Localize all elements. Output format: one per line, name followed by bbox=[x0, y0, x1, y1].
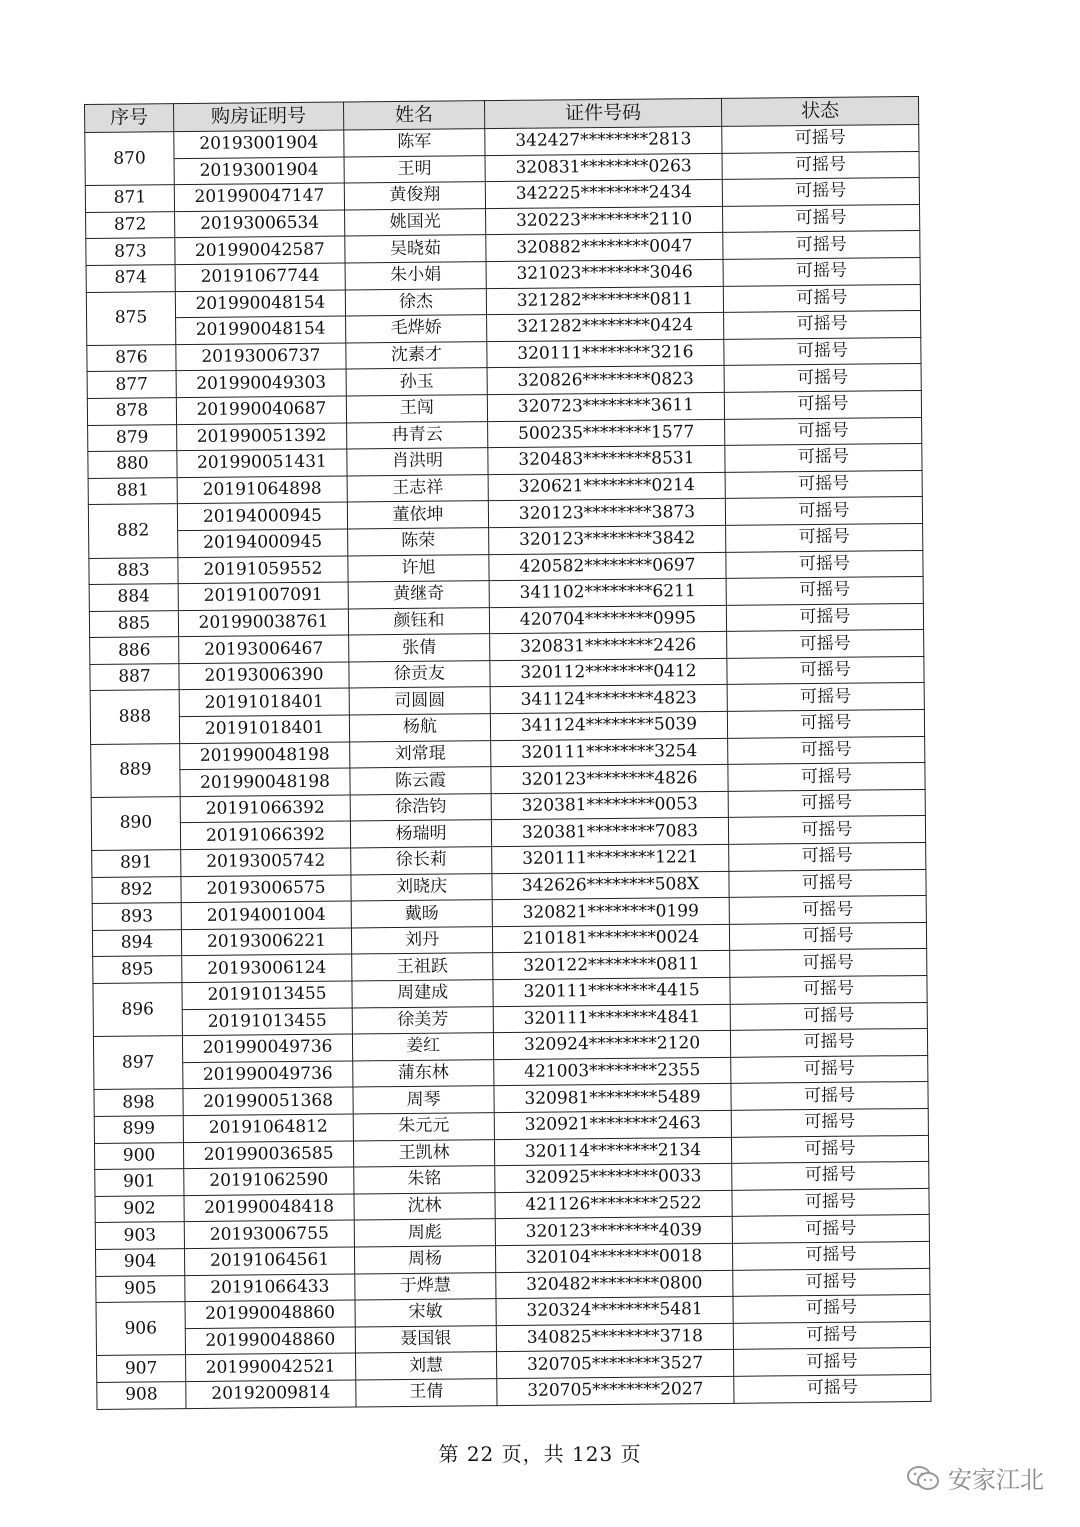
cell-name: 周琴 bbox=[353, 1086, 494, 1114]
cell-cert-no: 201990040687 bbox=[176, 396, 346, 424]
cell-seq: 907 bbox=[97, 1355, 186, 1382]
cell-status: 可摇号 bbox=[733, 1295, 930, 1323]
cell-id-no: 341102********6211 bbox=[489, 578, 726, 607]
cell-name: 王祖跃 bbox=[352, 953, 493, 981]
header-seq: 序号 bbox=[85, 104, 174, 133]
cell-name: 王志祥 bbox=[347, 474, 488, 502]
cell-status: 可摇号 bbox=[728, 789, 925, 817]
cell-seq: 885 bbox=[89, 610, 178, 637]
cell-cert-no: 20191066392 bbox=[180, 821, 350, 849]
cell-id-no: 320123********4039 bbox=[495, 1217, 732, 1246]
cell-status: 可摇号 bbox=[730, 1029, 927, 1057]
cell-status: 可摇号 bbox=[731, 1135, 928, 1163]
cell-id-no: 321282********0811 bbox=[486, 286, 723, 315]
cell-cert-no: 201990047147 bbox=[174, 183, 344, 211]
cell-name: 聂国银 bbox=[355, 1325, 496, 1353]
cell-status: 可摇号 bbox=[731, 1108, 928, 1136]
cell-id-no: 320123********4826 bbox=[491, 765, 728, 794]
cell-seq: 880 bbox=[88, 451, 177, 478]
page-number: 第 22 页，共 123 页 bbox=[438, 1442, 642, 1466]
cell-seq: 894 bbox=[92, 929, 181, 956]
cell-name: 毛烨娇 bbox=[346, 315, 487, 343]
cell-cert-no: 20191066433 bbox=[185, 1273, 355, 1301]
cell-seq: 893 bbox=[92, 903, 181, 930]
cell-id-no: 320223********2110 bbox=[486, 206, 723, 235]
cell-cert-no: 20191059552 bbox=[178, 555, 348, 583]
cell-name: 徐美芳 bbox=[352, 1006, 493, 1034]
cell-name: 刘丹 bbox=[351, 926, 492, 954]
cell-name: 颜钰和 bbox=[348, 607, 489, 635]
cell-name: 蒲东林 bbox=[353, 1059, 494, 1087]
cell-id-no: 342626********508X bbox=[492, 871, 729, 900]
cell-cert-no: 201990051431 bbox=[177, 449, 347, 477]
cell-name: 刘常琨 bbox=[350, 740, 491, 768]
cell-cert-no: 201990048860 bbox=[185, 1300, 355, 1328]
cell-status: 可摇号 bbox=[724, 337, 921, 365]
cell-cert-no: 201990036585 bbox=[183, 1141, 353, 1169]
cell-id-no: 321023********3046 bbox=[486, 259, 723, 288]
cell-cert-no: 20193001904 bbox=[174, 130, 344, 158]
cell-id-no: 320122********0811 bbox=[493, 951, 730, 980]
cell-id-no: 320821********0199 bbox=[492, 898, 729, 927]
cell-cert-no: 201990051368 bbox=[183, 1087, 353, 1115]
watermark-text: 安家江北 bbox=[948, 1466, 1044, 1494]
cell-id-no: 320831********0263 bbox=[485, 153, 722, 182]
cell-name: 于烨慧 bbox=[355, 1272, 496, 1300]
cell-id-no: 320925********0033 bbox=[495, 1163, 732, 1192]
cell-id-no: 320921********2463 bbox=[494, 1110, 731, 1139]
cell-status: 可摇号 bbox=[725, 497, 922, 525]
cell-cert-no: 20191066392 bbox=[180, 795, 350, 823]
cell-name: 徐浩钧 bbox=[350, 793, 491, 821]
cell-status: 可摇号 bbox=[730, 975, 927, 1003]
cell-name: 王闯 bbox=[346, 395, 487, 423]
cell-seq: 875 bbox=[86, 291, 176, 345]
header-name: 姓名 bbox=[343, 101, 484, 130]
cell-seq: 879 bbox=[88, 424, 177, 451]
cell-status: 可摇号 bbox=[733, 1321, 930, 1349]
cell-name: 董依坤 bbox=[347, 501, 488, 529]
cell-status: 可摇号 bbox=[730, 1002, 927, 1030]
cell-id-no: 320705********3527 bbox=[496, 1350, 733, 1379]
cell-id-no: 500235********1577 bbox=[488, 419, 725, 448]
cell-status: 可摇号 bbox=[730, 949, 927, 977]
cell-name: 吴晓茹 bbox=[345, 235, 486, 263]
cell-cert-no: 201990048198 bbox=[180, 768, 350, 796]
cell-status: 可摇号 bbox=[732, 1215, 929, 1243]
cell-cert-no: 201990048154 bbox=[175, 290, 345, 318]
cell-status: 可摇号 bbox=[726, 603, 923, 631]
cell-name: 朱小娟 bbox=[345, 262, 486, 290]
cell-name: 陈军 bbox=[344, 129, 485, 157]
cell-status: 可摇号 bbox=[728, 763, 925, 791]
cell-id-no: 340825********3718 bbox=[496, 1323, 733, 1352]
cell-seq: 898 bbox=[94, 1089, 183, 1116]
cell-id-no: 210181********0024 bbox=[492, 924, 729, 953]
cell-status: 可摇号 bbox=[724, 364, 921, 392]
cell-cert-no: 20194000945 bbox=[177, 502, 347, 530]
cell-name: 刘晓庆 bbox=[351, 873, 492, 901]
cell-id-no: 320981********5489 bbox=[494, 1084, 731, 1113]
cell-status: 可摇号 bbox=[727, 710, 924, 738]
cell-seq: 896 bbox=[93, 983, 183, 1037]
cell-name: 姜红 bbox=[352, 1033, 493, 1061]
cell-status: 可摇号 bbox=[723, 204, 920, 232]
cell-id-no: 320111********4841 bbox=[493, 1004, 730, 1033]
cell-id-no: 320381********7083 bbox=[491, 818, 728, 847]
cell-name: 陈荣 bbox=[348, 528, 489, 556]
cell-seq: 870 bbox=[85, 132, 175, 186]
cell-name: 孙玉 bbox=[346, 368, 487, 396]
cell-status: 可摇号 bbox=[723, 284, 920, 312]
cell-cert-no: 20191064561 bbox=[184, 1247, 354, 1275]
cell-seq: 903 bbox=[95, 1222, 184, 1249]
cell-status: 可摇号 bbox=[723, 231, 920, 259]
cell-id-no: 320104********0018 bbox=[495, 1243, 732, 1272]
cell-cert-no: 201990048860 bbox=[185, 1327, 355, 1355]
cell-id-no: 342427********2813 bbox=[485, 126, 722, 155]
cell-id-no: 342225********2434 bbox=[485, 180, 722, 209]
cell-name: 黄继奇 bbox=[348, 581, 489, 609]
cell-status: 可摇号 bbox=[733, 1268, 930, 1296]
cell-id-no: 320123********3873 bbox=[488, 499, 725, 528]
lottery-table bbox=[84, 96, 931, 1409]
cell-id-no: 320111********3254 bbox=[491, 738, 728, 767]
cell-seq: 886 bbox=[90, 637, 179, 664]
cell-seq: 891 bbox=[92, 850, 181, 877]
cell-status: 可摇号 bbox=[722, 124, 919, 152]
cell-seq: 908 bbox=[97, 1381, 186, 1408]
cell-cert-no: 20193006390 bbox=[179, 662, 349, 690]
cell-seq: 878 bbox=[87, 398, 176, 425]
cell-status: 可摇号 bbox=[729, 842, 926, 870]
cell-name: 司圆圆 bbox=[349, 687, 490, 715]
cell-status: 可摇号 bbox=[726, 577, 923, 605]
cell-id-no: 420582********0697 bbox=[489, 552, 726, 581]
cell-status: 可摇号 bbox=[727, 656, 924, 684]
cell-name: 周杨 bbox=[354, 1246, 495, 1274]
cell-cert-no: 20193001904 bbox=[174, 157, 344, 185]
cell-id-no: 320621********0214 bbox=[488, 472, 725, 501]
cell-status: 可摇号 bbox=[725, 417, 922, 445]
table-body bbox=[85, 124, 931, 1408]
cell-name: 徐杰 bbox=[345, 288, 486, 316]
cell-id-no: 320482********0800 bbox=[496, 1270, 733, 1299]
cell-id-no: 320381********0053 bbox=[491, 791, 728, 820]
cell-name: 张倩 bbox=[349, 634, 490, 662]
cell-cert-no: 20191067744 bbox=[175, 263, 345, 291]
cell-status: 可摇号 bbox=[727, 683, 924, 711]
cell-cert-no: 20191062590 bbox=[184, 1167, 354, 1195]
cell-seq: 883 bbox=[89, 557, 178, 584]
cell-status: 可摇号 bbox=[732, 1162, 929, 1190]
cell-id-no: 421003********2355 bbox=[494, 1057, 731, 1086]
cell-cert-no: 20193006737 bbox=[176, 343, 346, 371]
cell-id-no: 320111********3216 bbox=[487, 339, 724, 368]
cell-cert-no: 201990048154 bbox=[176, 316, 346, 344]
cell-name: 朱元元 bbox=[353, 1113, 494, 1141]
cell-seq: 904 bbox=[95, 1249, 184, 1276]
cell-cert-no: 201990048198 bbox=[180, 742, 350, 770]
cell-cert-no: 20191007091 bbox=[178, 582, 348, 610]
cell-id-no: 320831********2426 bbox=[490, 632, 727, 661]
cell-seq: 881 bbox=[88, 477, 177, 504]
cell-id-no: 420704********0995 bbox=[489, 605, 726, 634]
cell-status: 可摇号 bbox=[726, 550, 923, 578]
cell-cert-no: 20191064898 bbox=[177, 476, 347, 504]
cell-seq: 892 bbox=[92, 876, 181, 903]
cell-name: 姚国光 bbox=[345, 208, 486, 236]
cell-seq: 888 bbox=[90, 690, 180, 744]
cell-cert-no: 20193006467 bbox=[179, 635, 349, 663]
cell-name: 周彪 bbox=[354, 1219, 495, 1247]
cell-cert-no: 201990049736 bbox=[183, 1061, 353, 1089]
cell-cert-no: 20191018401 bbox=[179, 715, 349, 743]
cell-status: 可摇号 bbox=[733, 1348, 930, 1376]
cell-seq: 895 bbox=[93, 956, 182, 983]
cell-id-no: 320483********8531 bbox=[488, 445, 725, 474]
cell-seq: 889 bbox=[91, 743, 181, 797]
cell-name: 刘慧 bbox=[356, 1352, 497, 1380]
cell-seq: 871 bbox=[85, 185, 174, 212]
cell-name: 杨瑞明 bbox=[350, 820, 491, 848]
cell-id-no: 320882********0047 bbox=[486, 233, 723, 262]
cell-seq: 876 bbox=[87, 344, 176, 371]
cell-name: 陈云霞 bbox=[350, 767, 491, 795]
cell-cert-no: 20191064812 bbox=[183, 1114, 353, 1142]
cell-seq: 902 bbox=[95, 1195, 184, 1222]
cell-status: 可摇号 bbox=[725, 444, 922, 472]
cell-status: 可摇号 bbox=[734, 1374, 931, 1402]
cell-seq: 897 bbox=[93, 1036, 183, 1090]
cell-cert-no: 201990049303 bbox=[176, 369, 346, 397]
cell-id-no: 341124********4823 bbox=[490, 685, 727, 714]
cell-seq: 901 bbox=[95, 1169, 184, 1196]
cell-status: 可摇号 bbox=[729, 896, 926, 924]
cell-cert-no: 201990042587 bbox=[175, 236, 345, 264]
cell-name: 沈林 bbox=[354, 1192, 495, 1220]
cell-id-no: 320705********2027 bbox=[497, 1376, 734, 1405]
cell-status: 可摇号 bbox=[726, 523, 923, 551]
cell-seq: 905 bbox=[96, 1275, 185, 1302]
cell-status: 可摇号 bbox=[725, 470, 922, 498]
cell-id-no: 321282********0424 bbox=[487, 313, 724, 342]
cell-seq: 887 bbox=[90, 663, 179, 690]
cell-status: 可摇号 bbox=[727, 630, 924, 658]
cell-name: 肖洪明 bbox=[347, 448, 488, 476]
cell-cert-no: 201990048418 bbox=[184, 1194, 354, 1222]
cell-status: 可摇号 bbox=[732, 1241, 929, 1269]
cell-status: 可摇号 bbox=[729, 869, 926, 897]
cell-cert-no: 20193005742 bbox=[181, 848, 351, 876]
cell-seq: 899 bbox=[94, 1116, 183, 1143]
cell-status: 可摇号 bbox=[732, 1188, 929, 1216]
cell-id-no: 320924********2120 bbox=[493, 1031, 730, 1060]
cell-name: 徐长莉 bbox=[351, 847, 492, 875]
cell-id-no: 320123********3842 bbox=[489, 525, 726, 554]
wechat-icon bbox=[906, 1465, 940, 1491]
cell-name: 王倩 bbox=[356, 1379, 497, 1407]
cell-seq: 884 bbox=[89, 584, 178, 611]
watermark bbox=[906, 1460, 1044, 1495]
header-id-no: 证件号码 bbox=[484, 98, 721, 128]
cell-status: 可摇号 bbox=[731, 1055, 928, 1083]
cell-id-no: 320723********3611 bbox=[487, 392, 724, 421]
cell-status: 可摇号 bbox=[728, 816, 925, 844]
cell-name: 徐贡友 bbox=[349, 661, 490, 689]
cell-seq: 900 bbox=[94, 1142, 183, 1169]
cell-cert-no: 20191018401 bbox=[179, 688, 349, 716]
document-page bbox=[84, 96, 930, 1409]
cell-cert-no: 20193006575 bbox=[181, 875, 351, 903]
cell-seq: 890 bbox=[91, 796, 181, 850]
cell-status: 可摇号 bbox=[722, 178, 919, 206]
cell-seq: 872 bbox=[86, 211, 175, 238]
header-status: 状态 bbox=[721, 96, 918, 126]
cell-cert-no: 20193006221 bbox=[181, 928, 351, 956]
cell-seq: 906 bbox=[96, 1302, 186, 1356]
cell-status: 可摇号 bbox=[723, 257, 920, 285]
cell-name: 冉青云 bbox=[347, 421, 488, 449]
cell-status: 可摇号 bbox=[722, 151, 919, 179]
cell-name: 杨航 bbox=[349, 714, 490, 742]
cell-seq: 874 bbox=[86, 265, 175, 292]
cell-cert-no: 20191013455 bbox=[182, 981, 352, 1009]
cell-name: 王明 bbox=[344, 155, 485, 183]
cell-status: 可摇号 bbox=[731, 1082, 928, 1110]
cell-cert-no: 20194000945 bbox=[178, 529, 348, 557]
cell-name: 王凯林 bbox=[353, 1139, 494, 1167]
cell-id-no: 341124********5039 bbox=[490, 711, 727, 740]
cell-cert-no: 201990038761 bbox=[178, 609, 348, 637]
cell-name: 黄俊翔 bbox=[344, 182, 485, 210]
cell-id-no: 320826********0823 bbox=[487, 366, 724, 395]
cell-id-no: 320114********2134 bbox=[494, 1137, 731, 1166]
cell-id-no: 320111********4415 bbox=[493, 977, 730, 1006]
cell-id-no: 421126********2522 bbox=[495, 1190, 732, 1219]
cell-seq: 882 bbox=[88, 504, 178, 558]
cell-status: 可摇号 bbox=[729, 922, 926, 950]
cell-name: 宋敏 bbox=[355, 1299, 496, 1327]
cell-cert-no: 20193006755 bbox=[184, 1220, 354, 1248]
cell-cert-no: 20192009814 bbox=[186, 1380, 356, 1408]
cell-cert-no: 201990051392 bbox=[177, 423, 347, 451]
cell-cert-no: 201990042521 bbox=[186, 1353, 356, 1381]
cell-cert-no: 20191013455 bbox=[182, 1008, 352, 1036]
cell-name: 许旭 bbox=[348, 554, 489, 582]
cell-name: 朱铭 bbox=[354, 1166, 495, 1194]
cell-cert-no: 201990049736 bbox=[182, 1034, 352, 1062]
cell-cert-no: 20193006124 bbox=[182, 954, 352, 982]
cell-status: 可摇号 bbox=[728, 736, 925, 764]
cell-seq: 873 bbox=[86, 238, 175, 265]
cell-id-no: 320324********5481 bbox=[496, 1296, 733, 1325]
cell-cert-no: 20194001004 bbox=[181, 901, 351, 929]
cell-id-no: 320111********1221 bbox=[492, 844, 729, 873]
cell-status: 可摇号 bbox=[724, 390, 921, 418]
cell-name: 周建成 bbox=[352, 980, 493, 1008]
header-cert-no: 购房证明号 bbox=[174, 102, 344, 132]
cell-seq: 877 bbox=[87, 371, 176, 398]
cell-id-no: 320112********0412 bbox=[490, 658, 727, 687]
cell-status: 可摇号 bbox=[724, 311, 921, 339]
cell-name: 沈素才 bbox=[346, 341, 487, 369]
cell-cert-no: 20193006534 bbox=[175, 210, 345, 238]
cell-name: 戴旸 bbox=[351, 900, 492, 928]
